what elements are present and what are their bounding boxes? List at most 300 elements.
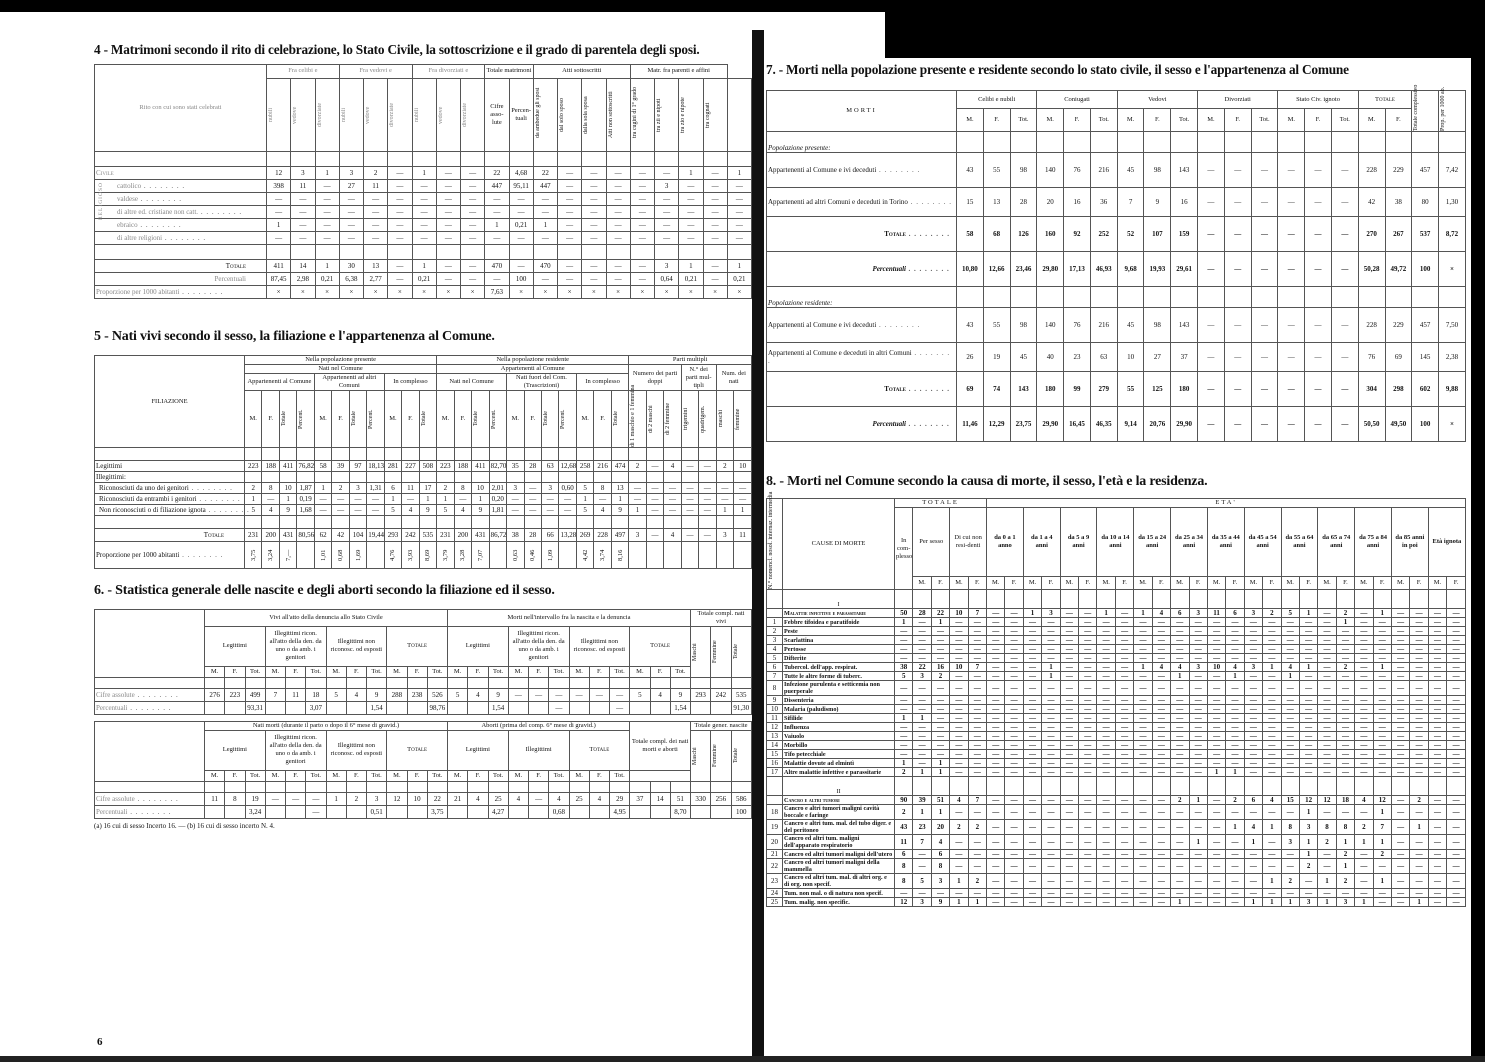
cell: — (1318, 636, 1336, 645)
cell: — (315, 180, 339, 193)
cell: 9 (472, 505, 489, 516)
t5-h2: Nati nel Comune (245, 365, 437, 374)
table-8-stub: CAUSE DI MORTE (783, 499, 895, 590)
cell: — (1005, 714, 1023, 723)
cell: — (1134, 723, 1152, 732)
cell: — (1428, 768, 1446, 777)
t4-subcol-label: da ambedue gli sposi (534, 87, 541, 138)
t4-subcol-label: dalla sola sposa (583, 96, 590, 134)
cell: 1 (1226, 820, 1244, 835)
cell: — (1336, 741, 1354, 750)
nomencl-number: 21 (767, 850, 783, 859)
cell: — (968, 741, 986, 750)
cell: — (1152, 835, 1170, 850)
t6-h3: F. (589, 770, 609, 781)
cell: — (1428, 835, 1446, 850)
t4-subcol-label: nubili (340, 107, 347, 122)
cell: 98,76 (427, 702, 447, 715)
cell: — (895, 696, 913, 705)
spacer (488, 782, 508, 793)
cell (1281, 590, 1299, 609)
cell: — (1171, 723, 1189, 732)
cell: 5 (384, 505, 401, 516)
cell: 13 (364, 260, 388, 273)
cell: — (1373, 705, 1391, 714)
spacer (716, 516, 733, 529)
cell: 1 (1171, 672, 1189, 681)
cell: — (1079, 759, 1097, 768)
t6-h3: M. (326, 770, 346, 781)
t5-subcol (349, 391, 366, 448)
t8-mf: M. (987, 577, 1005, 590)
cell: — (931, 636, 949, 645)
cell: 4 (931, 835, 949, 850)
spacer (407, 782, 427, 793)
t5-subcol-label: maschi (717, 410, 724, 428)
cell: — (1189, 672, 1207, 681)
cell: — (1355, 627, 1373, 636)
cell: — (1355, 618, 1373, 627)
spacer (703, 152, 727, 167)
spacer (454, 448, 471, 461)
cell: 3 (507, 483, 524, 494)
cell: — (1373, 768, 1391, 777)
cell: — (1410, 768, 1428, 777)
table-6-note: (a) 16 cui di sesso Incerto 16. — (b) 16 cui di sesso incerto N. 4. (94, 822, 275, 830)
cell: — (1447, 750, 1466, 759)
cell: × (727, 286, 751, 299)
spacer (364, 152, 388, 167)
cause-label: Cancro e altri tum. mal. del tubo diger. e del peritoneo (783, 820, 895, 835)
t6-h1: Totale compl. nati vivi (691, 610, 752, 627)
spacer (629, 516, 646, 529)
cell (367, 472, 384, 483)
cell (987, 777, 1005, 796)
cell: 586 (731, 793, 752, 806)
t4-subcol-label: nubili (268, 107, 274, 122)
cell: 3 (931, 874, 949, 889)
t8-age: da 65 a 74 anni (1318, 508, 1355, 577)
cell: — (1244, 654, 1262, 663)
cell: — (1152, 859, 1170, 874)
cell: — (913, 759, 931, 768)
cell: — (1318, 759, 1336, 768)
cell: — (1115, 741, 1133, 750)
cell: — (1189, 681, 1207, 696)
cell: — (606, 273, 630, 286)
cell: 13,28 (559, 529, 576, 542)
cell: — (1097, 835, 1115, 850)
cell: 2 (968, 820, 986, 835)
cell: — (1079, 672, 1097, 681)
cell: — (412, 180, 436, 193)
spacer (582, 245, 606, 260)
table-8 (766, 491, 1466, 907)
cell (407, 702, 427, 715)
cell: — (1005, 850, 1023, 859)
cell: 28 (524, 461, 541, 472)
cell: 269 (576, 529, 593, 542)
spacer (610, 782, 630, 793)
cell (1299, 777, 1317, 796)
cell: 143 (1171, 153, 1198, 188)
cell: — (1281, 618, 1299, 627)
spacer (524, 516, 541, 529)
cell: 38 (507, 529, 524, 542)
cell (1410, 777, 1428, 796)
cell: — (630, 180, 654, 193)
cell: 0,21 (315, 273, 339, 286)
cell (524, 542, 541, 569)
t8-mf: F. (1299, 577, 1317, 590)
cell: 1 (384, 494, 401, 505)
cell: — (1244, 732, 1262, 741)
cell: — (509, 193, 533, 206)
t6-h3: M. (387, 770, 407, 781)
cell: — (606, 219, 630, 232)
cell: — (1428, 654, 1446, 663)
cell: × (315, 286, 339, 299)
spacer (1090, 287, 1117, 308)
cell: — (1244, 618, 1262, 627)
spacer (291, 152, 315, 167)
cell: 1,31 (367, 483, 384, 494)
cell: — (1355, 805, 1373, 820)
cell: 10 (1207, 663, 1225, 672)
cell (346, 702, 366, 715)
t7-subcol: Tot. (1090, 109, 1117, 132)
spacer (664, 448, 681, 461)
table-row (95, 529, 752, 542)
table-row (767, 636, 1466, 645)
cell: — (646, 505, 663, 516)
cell (630, 806, 650, 819)
cell: 100 (1412, 407, 1439, 442)
cell: — (1305, 308, 1332, 343)
t6-h2: Totale compl. dei nati morti e aborti (630, 722, 691, 771)
t7-subcol: F. (983, 109, 1010, 132)
t8-mf: M. (1244, 577, 1262, 590)
cell: 1 (326, 793, 346, 806)
spacer (1171, 132, 1198, 153)
cell: 21 (448, 793, 468, 806)
cell: — (1198, 407, 1225, 442)
cell: — (364, 232, 388, 245)
cell: — (1391, 681, 1409, 696)
cell: — (388, 219, 412, 232)
cell: — (559, 505, 576, 516)
cell: 55 (983, 308, 1010, 343)
spacer (245, 448, 262, 461)
cell: — (1336, 705, 1354, 714)
cell: — (1299, 750, 1317, 759)
cell: 4,95 (610, 806, 630, 819)
cell (691, 702, 711, 715)
cell: — (558, 180, 582, 193)
spacer (402, 448, 419, 461)
cell: 3 (541, 483, 558, 494)
cell: 11 (286, 689, 306, 702)
cell: 18 (306, 689, 326, 702)
cell: 63 (1090, 343, 1117, 372)
spacer (576, 448, 593, 461)
cell: — (1278, 343, 1305, 372)
cell (387, 702, 407, 715)
cell: 10 (472, 483, 489, 494)
t5-subcol (419, 391, 436, 448)
cell: — (349, 505, 366, 516)
cell: — (1207, 696, 1225, 705)
cell: — (681, 494, 698, 505)
cell: 98 (1010, 153, 1037, 188)
cell: 45 (1117, 308, 1144, 343)
cell: 12,66 (983, 252, 1010, 287)
cell: 16 (1171, 188, 1198, 217)
cell: 4 (664, 461, 681, 472)
t6-h2 (711, 731, 731, 782)
cell: 107 (1144, 217, 1171, 252)
spacer (412, 152, 436, 167)
t6-h3: F. (589, 666, 609, 677)
t5-subcol (699, 391, 716, 448)
t4-group: Fra celibi e (267, 65, 340, 79)
cell: — (703, 193, 727, 206)
cell: — (1226, 874, 1244, 889)
cell: 1 (1299, 663, 1317, 672)
cell: 1 (1355, 898, 1373, 907)
cell: — (1005, 741, 1023, 750)
cell: — (485, 193, 509, 206)
t7-group: Totale complessivo (1412, 91, 1439, 132)
cell: — (1060, 850, 1078, 859)
rotated-value: 1,69 (354, 549, 362, 561)
spacer (569, 678, 589, 689)
cell: 9 (611, 505, 628, 516)
cell: 5 (576, 483, 593, 494)
row-label: Cifre assolute . . . (95, 793, 205, 806)
spacer (245, 782, 265, 793)
spacer (611, 448, 628, 461)
cell: — (508, 689, 528, 702)
cell: — (436, 193, 460, 206)
spacer (367, 516, 384, 529)
cell: 3 (716, 529, 733, 542)
cell: — (1189, 859, 1207, 874)
cell (448, 702, 468, 715)
cell: 15 (957, 188, 984, 217)
cell: — (1152, 874, 1170, 889)
spacer (367, 448, 384, 461)
cell: — (1391, 723, 1409, 732)
nomencl-number (767, 777, 783, 796)
cell: — (1097, 654, 1115, 663)
cell: — (436, 167, 460, 180)
cell: — (1115, 654, 1133, 663)
cell: — (1207, 618, 1225, 627)
cell: — (1447, 714, 1466, 723)
cell: — (1355, 889, 1373, 898)
cell: — (1079, 663, 1097, 672)
cell: — (1060, 636, 1078, 645)
cell: — (1336, 627, 1354, 636)
section-label: Popolazione presente: (767, 132, 957, 153)
cell: 2 (1336, 874, 1354, 889)
cell (1318, 590, 1336, 609)
cell: 2 (1299, 859, 1317, 874)
cell: — (1428, 705, 1446, 714)
cell: 1 (913, 714, 931, 723)
spacer (339, 152, 363, 167)
cell: 1 (1318, 898, 1336, 907)
cell: — (1060, 889, 1078, 898)
table-row (767, 654, 1466, 663)
cell: 1 (245, 494, 262, 505)
cell (1447, 777, 1466, 796)
cell: — (533, 193, 557, 206)
cell: — (1171, 820, 1189, 835)
row-label: Appartenenti al Comune e ivi deceduti . . . (767, 153, 957, 188)
nomencl-number (767, 590, 783, 609)
cell: 98 (1010, 308, 1037, 343)
cell: — (1410, 741, 1428, 750)
cell (437, 542, 454, 569)
cell (326, 702, 346, 715)
spacer (339, 245, 363, 260)
cell: — (388, 273, 412, 286)
cell (650, 806, 670, 819)
t4-subcol (339, 78, 363, 151)
cell (346, 806, 366, 819)
cell: — (1226, 759, 1244, 768)
cell: 19 (983, 343, 1010, 372)
cell: 10 (950, 609, 968, 618)
cell: 1 (1373, 609, 1391, 618)
cell: — (968, 750, 986, 759)
cell: — (610, 689, 630, 702)
row-label: Percentuali . . . (95, 702, 205, 715)
spacer (315, 245, 339, 260)
t5-h3: N.° dei parti mul-tipli (681, 365, 716, 391)
cell: — (1134, 681, 1152, 696)
spacer (262, 448, 279, 461)
t8-mf: F. (1410, 577, 1428, 590)
cell: 125 (1144, 372, 1171, 407)
spacer (558, 152, 582, 167)
cell: — (1410, 732, 1428, 741)
cell: — (1042, 705, 1060, 714)
cell: — (582, 180, 606, 193)
cell (681, 472, 698, 483)
spacer (1331, 287, 1358, 308)
cell: — (1373, 681, 1391, 696)
cell: — (1391, 618, 1409, 627)
table-row (95, 806, 752, 819)
cell: 1 (1281, 898, 1299, 907)
cell: 7 (265, 689, 285, 702)
cell: — (1134, 636, 1152, 645)
cell: — (913, 705, 931, 714)
cell: 457 (1412, 308, 1439, 343)
cell: — (1005, 732, 1023, 741)
rotated-value: 0,46 (529, 549, 537, 561)
spacer (245, 678, 265, 689)
cell: — (1447, 663, 1466, 672)
spacer (306, 678, 326, 689)
t6-h2: Illegittimi non riconosc. od esposti (326, 627, 387, 667)
cell (734, 472, 752, 483)
cell: — (895, 645, 913, 654)
cell: — (950, 850, 968, 859)
cell: — (1251, 188, 1278, 217)
cell: — (1305, 407, 1332, 442)
spacer (346, 678, 366, 689)
cell: 8 (895, 874, 913, 889)
cell: — (1152, 723, 1170, 732)
spacer (286, 678, 306, 689)
cell: — (1152, 654, 1170, 663)
cell: — (1042, 874, 1060, 889)
cell: — (1079, 609, 1097, 618)
cell: — (655, 232, 679, 245)
cell: — (1097, 850, 1115, 859)
cell: — (987, 820, 1005, 835)
cell: 19,93 (1144, 252, 1171, 287)
cell (1336, 777, 1354, 796)
spacer (679, 245, 703, 260)
cell: — (582, 260, 606, 273)
cell: — (1005, 609, 1023, 618)
row-label: Non riconosciuti o di filiazione ignota . . . (95, 505, 245, 516)
cell: 7 (968, 609, 986, 618)
cell: — (1373, 723, 1391, 732)
cell: — (1042, 681, 1060, 696)
cell: — (291, 219, 315, 232)
cell (387, 806, 407, 819)
cell: — (1005, 645, 1023, 654)
cell: — (1207, 654, 1225, 663)
cell: 100 (1412, 252, 1439, 287)
t5-h1: Nella popolazione residente (437, 356, 629, 365)
t6-h3: Tot. (245, 770, 265, 781)
cell: 46,93 (1090, 252, 1117, 287)
spacer (407, 678, 427, 689)
cell (611, 472, 628, 483)
cell (454, 542, 471, 569)
cell: 3 (913, 672, 931, 681)
cell: 1 (1336, 618, 1354, 627)
cell: 1 (1097, 609, 1115, 618)
cell: 0,51 (367, 806, 387, 819)
t5-subcol (629, 384, 646, 448)
cell (968, 777, 986, 796)
cell: — (1263, 654, 1281, 663)
cell: — (1428, 645, 1446, 654)
cell: — (1263, 705, 1281, 714)
cell: — (1299, 889, 1317, 898)
table-4 (94, 64, 752, 299)
cell (524, 472, 541, 483)
row-label: Cifre assolute . . . (95, 689, 205, 702)
cell: — (913, 889, 931, 898)
cell: 304 (1358, 372, 1385, 407)
spacer (629, 448, 646, 461)
cell: 9 (367, 689, 387, 702)
cell: — (1391, 796, 1409, 805)
cell: — (1005, 723, 1023, 732)
cell: — (1207, 750, 1225, 759)
cell: × (679, 286, 703, 299)
cell: — (1152, 696, 1170, 705)
